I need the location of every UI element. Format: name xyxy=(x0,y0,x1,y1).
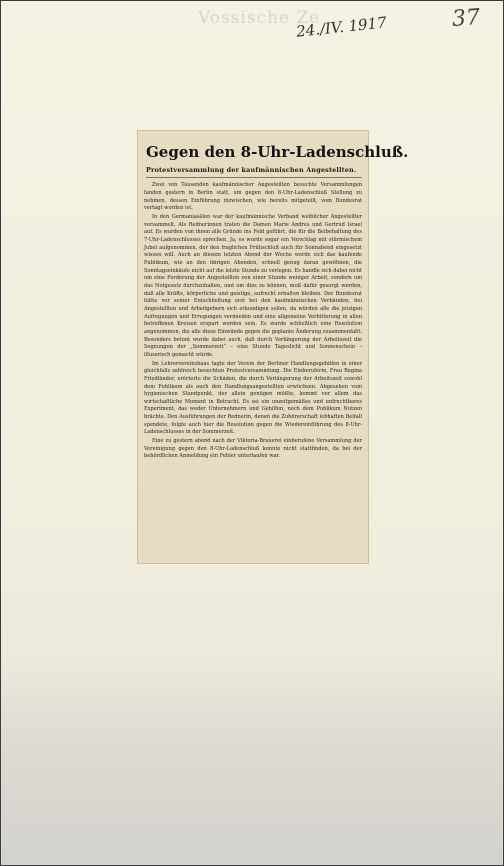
article-paragraph: In den Germaniasälen war der kaufmännische Verband weiblicher Angestellter versammelt. Als Rednerinnen traten die Damen Marie Andres und Gertrud Israel auf. Es wurden von ihnen alle Gründe ins Feld geführt, die für die Beibehaltung des 7-Uhr-Ladenschlusses sprechen. Ja, es wurde sogar ein Vorschlag mit stürmischem Jubel aufgenommen, der den fraglichen Frühschluß auch für Sonnabend eingesetzt wissen will. Auch an diesem letzten Abend der Woche werde sich das kaufende Publikum, wie an den übrigen Abenden, schnell genug daran gewöhnen, die Sonntagseinkäufe nicht auf die letzte Stunde zu verlegen. Es handle sich dabei nicht um eine Forderung der Angestellten von einer Stunde weniger Arbeit, sondern um das Notgesetz durchzuhalten, und um dies zu können, muß dafür gesorgt werden, daß alle Kräfte, körperliche und geistige, aufrecht erhalten bleiben. Der Bundesrat hätte vor seiner Entschließung erst bei den kaufmännischen Verbänden, bei Angestellten und Arbeitgebern sich erkundigen sollen, da würden alle die jetzigen Aufregungen und Erregungen vermieden und eine allgemeine Verbitterung in allen betroffenen Kreisen erspart worden sein. Es wurde schließlich eine Resolution angenommen, die alle diese Einwände gegen die geplante Änderung zusammenfaßt. Besonders betont wurde dabei auch, daß durch Verlängerung der Arbeitszeit die Segnungen der „Sommerzeit“ – eine Stunde Tageslicht und Sonnenschein – illusorisch gemacht würde. xyxy=(144,214,362,358)
article-subheadline: Protestversammlung der kaufmännischen Angestellten. xyxy=(146,167,362,179)
newspaper-masthead: Vossische Ze xyxy=(198,8,321,28)
page-number: 37 xyxy=(451,5,481,32)
article-paragraph: Eine zu gestern abend nach der Viktoria-Brauerei einberufene Versammlung der Vereinigung gegen den 8-Uhr-Ladenschluß konnte nicht stattfinden, da bei der behördlichen Anmeldung ein Fehler unterlaufen war. xyxy=(144,438,362,460)
newspaper-clipping xyxy=(138,131,409,563)
article-headline: Gegen den 8-Uhr-Ladenschluß. xyxy=(146,143,409,161)
handwritten-date: 24./IV. 1917 xyxy=(295,13,388,41)
article-paragraph: Im Lehrervereinshaus tagte der Verein der Berliner Handlungsgehilfen in einer gleichfalls zahlreich besuchten Protestversammlung. Die Einberuferin, Frau Regina Friedländer, erörterte die Schäden, die durch Verlängerung der Arbeitszeit sowohl dem Publikum als auch den Handlungsangestellten erwüchsen. Abgesehen vom hygienischen Standpunkt, der allein genügen müßte, kommt vor allem das wirtschaftliche Moment in Betracht. Es sei ein unzeitgemäßes und unfruchtbares Experiment, das weder Unternehmern und Gehilfen, noch dem Publikum Nutzen brächte. Den Ausführungen der Rednerin, denen die Zuhörerschaft lebhaften Beifall spendete, folgte auch hier die Resolution gegen die Wiedereinführung des 8-Uhr-Ladenschlusses in der Sommerzeit. xyxy=(144,360,362,436)
scan-shadow xyxy=(0,660,504,866)
article-paragraph: Zwei von Tausenden kaufmännischer Angestellten besuchte Versammlungen fanden gestern in Berlin statt, um gegen den 8-Uhr-Ladenschluß Stellung zu nehmen, dessen Einführung inzwischen, wie bereits mitgeteilt, vom Bundesrat vertagt worden ist. xyxy=(144,182,362,212)
